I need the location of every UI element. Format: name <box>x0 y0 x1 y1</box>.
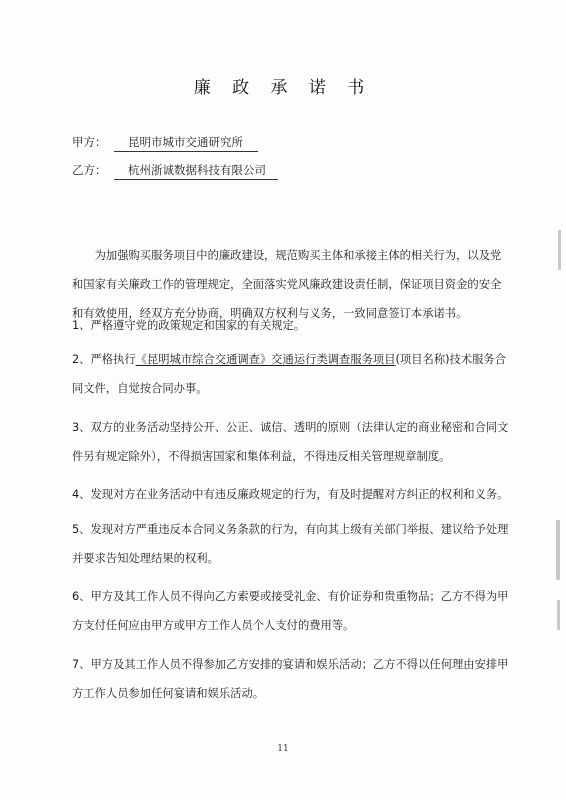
party-a-label: 甲方： <box>72 135 107 149</box>
scan-edge-mark <box>557 600 560 630</box>
party-b-label: 乙方： <box>72 163 107 177</box>
clause-6-text: 6、甲方及其工作人员不得向乙方索要或接受礼金、有价证券和贵重物品；乙方不得为甲方支付任何应由甲方或甲方工作人员个人支付的费用等。 <box>72 590 509 632</box>
party-b-value: 杭州浙诚数据科技有限公司 <box>114 162 278 180</box>
document-title: 廉 政 承 诺 书 <box>193 78 373 98</box>
clause-2-suffix: (项目名称)技术服务合同文件，自觉按合同办事。 <box>72 353 507 395</box>
scan-edge-mark <box>558 230 561 270</box>
clause-6 <box>72 582 512 640</box>
scan-edge-mark <box>556 520 560 580</box>
clause-4-text: 4、发现对方在业务活动中有违反廉政规定的行为，有及时提醒对方纠正的权利和义务。 <box>72 488 509 501</box>
page-number: 11 <box>277 744 289 754</box>
clause-5-text: 5、发现对方严重违反本合同义务条款的行为，有向其上级有关部门举报、建议给予处理并要求告知处理结果的权利。 <box>72 523 509 565</box>
clause-7 <box>72 650 512 708</box>
clause-3 <box>72 413 512 471</box>
clause-2-project-name: 《昆明城市综合交通调查》交通运行类调查服务项目 <box>135 353 396 366</box>
intro-text: 为加强购买服务项目中的廉政建设，规范购买主体和承接主体的相关行为，以及党和国家有关廉政工作的管理规定，全面落实党风廉政建设责任制，保证项目资金的安全和有效使用，经双方充分协商，明确双方权利与义务，一致同意签订本承诺书。 <box>72 249 502 320</box>
party-a-value: 昆明市城市交通研究所 <box>114 134 258 152</box>
clause-7-text: 7、甲方及其工作人员不得参加乙方安排的宴请和娱乐活动；乙方不得以任何理由安排甲方工作人员参加任何宴请和娱乐活动。 <box>72 658 509 700</box>
clause-5 <box>72 515 512 573</box>
party-b-line <box>72 162 278 180</box>
clause-4 <box>72 480 512 509</box>
clause-3-text: 3、双方的业务活动坚持公开、公正、诚信、透明的原则（法律认定的商业秘密和合同文件另有规定除外），不得损害国家和集体利益，不得违反相关管理规章制度。 <box>72 421 509 463</box>
party-a-line <box>72 134 258 152</box>
clause-1 <box>72 311 512 340</box>
clause-2 <box>72 345 512 403</box>
clause-1-text: 1、严格遵守党的政策规定和国家的有关规定。 <box>72 319 306 332</box>
clause-2-prefix: 2、严格执行 <box>72 353 136 366</box>
